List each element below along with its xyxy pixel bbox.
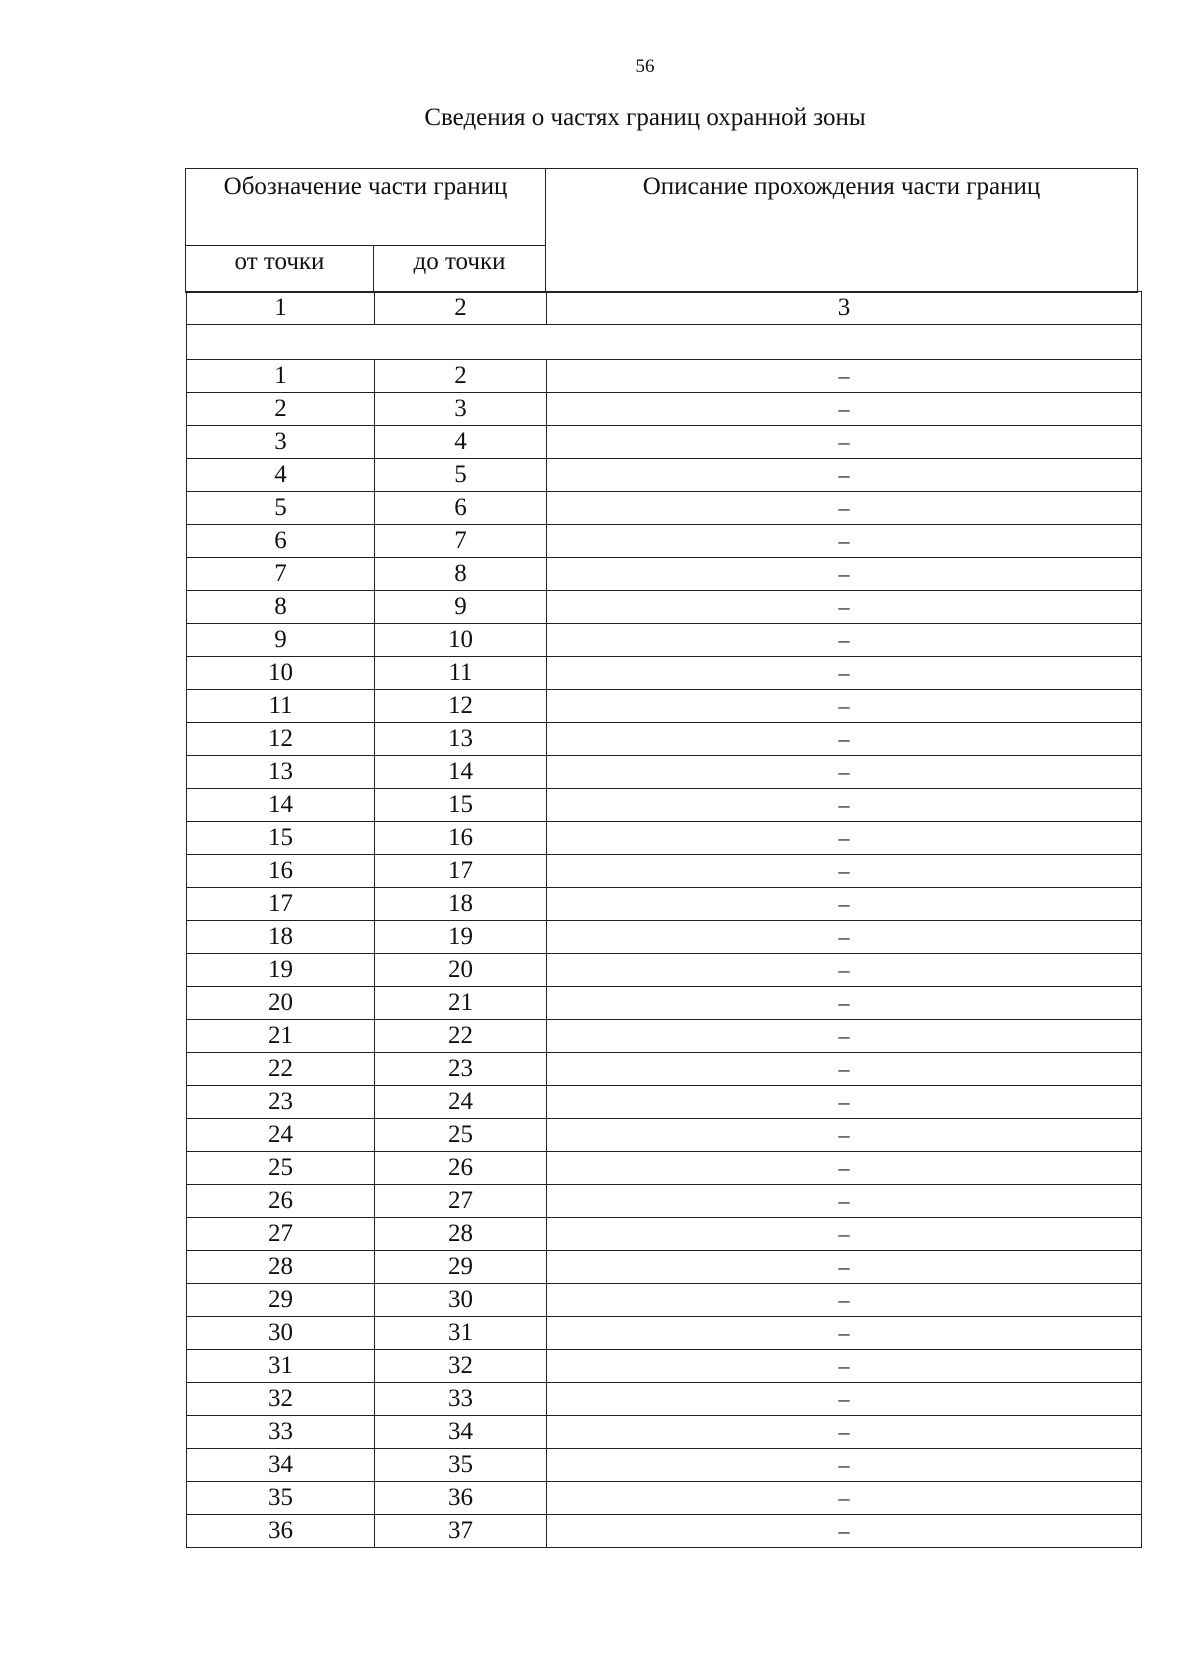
description-cell: – — [547, 690, 1142, 723]
to-point-cell: 17 — [375, 855, 547, 888]
table-row — [187, 1086, 1142, 1119]
to-point-cell: 6 — [375, 492, 547, 525]
from-point-cell: 5 — [187, 492, 375, 525]
table-row — [187, 1152, 1142, 1185]
table-row — [187, 822, 1142, 855]
table-row — [187, 1053, 1142, 1086]
to-point-cell: 25 — [375, 1119, 547, 1152]
description-cell: – — [547, 360, 1142, 393]
table-row — [187, 921, 1142, 954]
description-cell: – — [547, 1218, 1142, 1251]
description-cell: – — [547, 1284, 1142, 1317]
from-point-cell: 6 — [187, 525, 375, 558]
from-point-cell: 8 — [187, 591, 375, 624]
to-point-cell: 34 — [375, 1416, 547, 1449]
description-cell: – — [547, 1086, 1142, 1119]
description-cell: – — [547, 426, 1142, 459]
from-point-cell: 15 — [187, 822, 375, 855]
description-cell: – — [547, 1515, 1142, 1548]
table-row — [187, 1482, 1142, 1515]
header-to-label: до точки — [374, 246, 546, 293]
table-row — [187, 657, 1142, 690]
table-row — [187, 1383, 1142, 1416]
from-point-cell: 11 — [187, 690, 375, 723]
description-cell: – — [547, 1185, 1142, 1218]
description-cell: – — [547, 954, 1142, 987]
to-point-cell: 31 — [375, 1317, 547, 1350]
description-cell: – — [547, 657, 1142, 690]
to-point-cell: 9 — [375, 591, 547, 624]
description-cell: – — [547, 1251, 1142, 1284]
description-cell: – — [547, 987, 1142, 1020]
table-row — [187, 1515, 1142, 1548]
to-point-cell: 23 — [375, 1053, 547, 1086]
description-cell: – — [547, 756, 1142, 789]
from-point-cell: 25 — [187, 1152, 375, 1185]
to-point-cell: 36 — [375, 1482, 547, 1515]
to-point-cell: 28 — [375, 1218, 547, 1251]
table-row — [187, 492, 1142, 525]
from-point-cell: 22 — [187, 1053, 375, 1086]
table-row — [187, 591, 1142, 624]
from-point-cell: 21 — [187, 1020, 375, 1053]
table-row — [187, 459, 1142, 492]
description-cell: – — [547, 558, 1142, 591]
to-point-cell: 35 — [375, 1449, 547, 1482]
to-point-cell: 21 — [375, 987, 547, 1020]
from-point-cell: 18 — [187, 921, 375, 954]
column-number: 3 — [547, 292, 1142, 325]
table-row — [187, 987, 1142, 1020]
to-point-cell: 5 — [375, 459, 547, 492]
description-cell: – — [547, 1449, 1142, 1482]
table-row — [187, 723, 1142, 756]
to-point-cell: 37 — [375, 1515, 547, 1548]
from-point-cell: 23 — [187, 1086, 375, 1119]
from-point-cell: 13 — [187, 756, 375, 789]
from-point-cell: 4 — [187, 459, 375, 492]
to-point-cell: 32 — [375, 1350, 547, 1383]
from-point-cell: 33 — [187, 1416, 375, 1449]
from-point-cell: 36 — [187, 1515, 375, 1548]
table-row — [187, 558, 1142, 591]
to-point-cell: 7 — [375, 525, 547, 558]
table-row — [187, 1251, 1142, 1284]
description-cell: – — [547, 789, 1142, 822]
header-from-label: от точки — [186, 246, 374, 293]
from-point-cell: 10 — [187, 657, 375, 690]
from-point-cell: 29 — [187, 1284, 375, 1317]
from-point-cell: 31 — [187, 1350, 375, 1383]
boundary-table — [186, 291, 1142, 1548]
from-point-cell: 30 — [187, 1317, 375, 1350]
description-cell: – — [547, 1482, 1142, 1515]
blank-section-cell — [187, 325, 1142, 360]
table-row — [187, 1284, 1142, 1317]
from-point-cell: 12 — [187, 723, 375, 756]
to-point-cell: 14 — [375, 756, 547, 789]
description-cell: – — [547, 1020, 1142, 1053]
table-row — [187, 1185, 1142, 1218]
table-row — [187, 624, 1142, 657]
to-point-cell: 2 — [375, 360, 547, 393]
to-point-cell: 10 — [375, 624, 547, 657]
description-cell: – — [547, 459, 1142, 492]
table-row — [187, 1317, 1142, 1350]
table-row — [187, 756, 1142, 789]
description-cell: – — [547, 1350, 1142, 1383]
table-row — [187, 393, 1142, 426]
description-cell: – — [547, 591, 1142, 624]
to-point-cell: 16 — [375, 822, 547, 855]
description-cell: – — [547, 525, 1142, 558]
table-row — [187, 525, 1142, 558]
table-row — [187, 888, 1142, 921]
description-cell: – — [547, 822, 1142, 855]
description-cell: – — [547, 393, 1142, 426]
from-point-cell: 7 — [187, 558, 375, 591]
description-cell: – — [547, 1416, 1142, 1449]
description-cell: – — [547, 1383, 1142, 1416]
table-row — [187, 855, 1142, 888]
description-cell: – — [547, 1317, 1142, 1350]
table-row — [187, 360, 1142, 393]
from-point-cell: 2 — [187, 393, 375, 426]
column-number: 1 — [187, 292, 375, 325]
from-point-cell: 26 — [187, 1185, 375, 1218]
to-point-cell: 24 — [375, 1086, 547, 1119]
to-point-cell: 26 — [375, 1152, 547, 1185]
to-point-cell: 13 — [375, 723, 547, 756]
to-point-cell: 11 — [375, 657, 547, 690]
page-number: 56 — [635, 56, 655, 77]
from-point-cell: 27 — [187, 1218, 375, 1251]
to-point-cell: 22 — [375, 1020, 547, 1053]
table-row — [187, 426, 1142, 459]
table-row — [187, 1416, 1142, 1449]
from-point-cell: 1 — [187, 360, 375, 393]
table-row — [187, 1350, 1142, 1383]
description-cell: – — [547, 1119, 1142, 1152]
column-number: 2 — [375, 292, 547, 325]
column-number-row — [187, 292, 1142, 325]
to-point-cell: 3 — [375, 393, 547, 426]
to-point-cell: 15 — [375, 789, 547, 822]
to-point-cell: 18 — [375, 888, 547, 921]
from-point-cell: 24 — [187, 1119, 375, 1152]
to-point-cell: 12 — [375, 690, 547, 723]
description-cell: – — [547, 1152, 1142, 1185]
description-cell: – — [547, 624, 1142, 657]
description-cell: – — [547, 921, 1142, 954]
header-table — [185, 168, 1138, 293]
from-point-cell: 28 — [187, 1251, 375, 1284]
table-row — [187, 690, 1142, 723]
boundary-table-body — [187, 292, 1142, 1548]
header-description-label: Описание прохождения части границ — [546, 169, 1138, 293]
document-title: Сведения о частях границ охранной зоны — [424, 104, 866, 131]
description-cell: – — [547, 888, 1142, 921]
to-point-cell: 27 — [375, 1185, 547, 1218]
blank-section-row — [187, 325, 1142, 360]
description-cell: – — [547, 492, 1142, 525]
to-point-cell: 4 — [375, 426, 547, 459]
from-point-cell: 16 — [187, 855, 375, 888]
to-point-cell: 8 — [375, 558, 547, 591]
table-row — [187, 789, 1142, 822]
header-group-label: Обозначение части границ — [186, 169, 546, 246]
from-point-cell: 3 — [187, 426, 375, 459]
from-point-cell: 9 — [187, 624, 375, 657]
to-point-cell: 29 — [375, 1251, 547, 1284]
table-row — [187, 1020, 1142, 1053]
to-point-cell: 19 — [375, 921, 547, 954]
to-point-cell: 30 — [375, 1284, 547, 1317]
to-point-cell: 33 — [375, 1383, 547, 1416]
from-point-cell: 32 — [187, 1383, 375, 1416]
from-point-cell: 19 — [187, 954, 375, 987]
description-cell: – — [547, 855, 1142, 888]
from-point-cell: 35 — [187, 1482, 375, 1515]
table-row — [187, 1119, 1142, 1152]
from-point-cell: 17 — [187, 888, 375, 921]
from-point-cell: 14 — [187, 789, 375, 822]
table-row — [187, 1218, 1142, 1251]
to-point-cell: 20 — [375, 954, 547, 987]
description-cell: – — [547, 1053, 1142, 1086]
from-point-cell: 20 — [187, 987, 375, 1020]
description-cell: – — [547, 723, 1142, 756]
table-row — [187, 954, 1142, 987]
table-row — [187, 1449, 1142, 1482]
from-point-cell: 34 — [187, 1449, 375, 1482]
